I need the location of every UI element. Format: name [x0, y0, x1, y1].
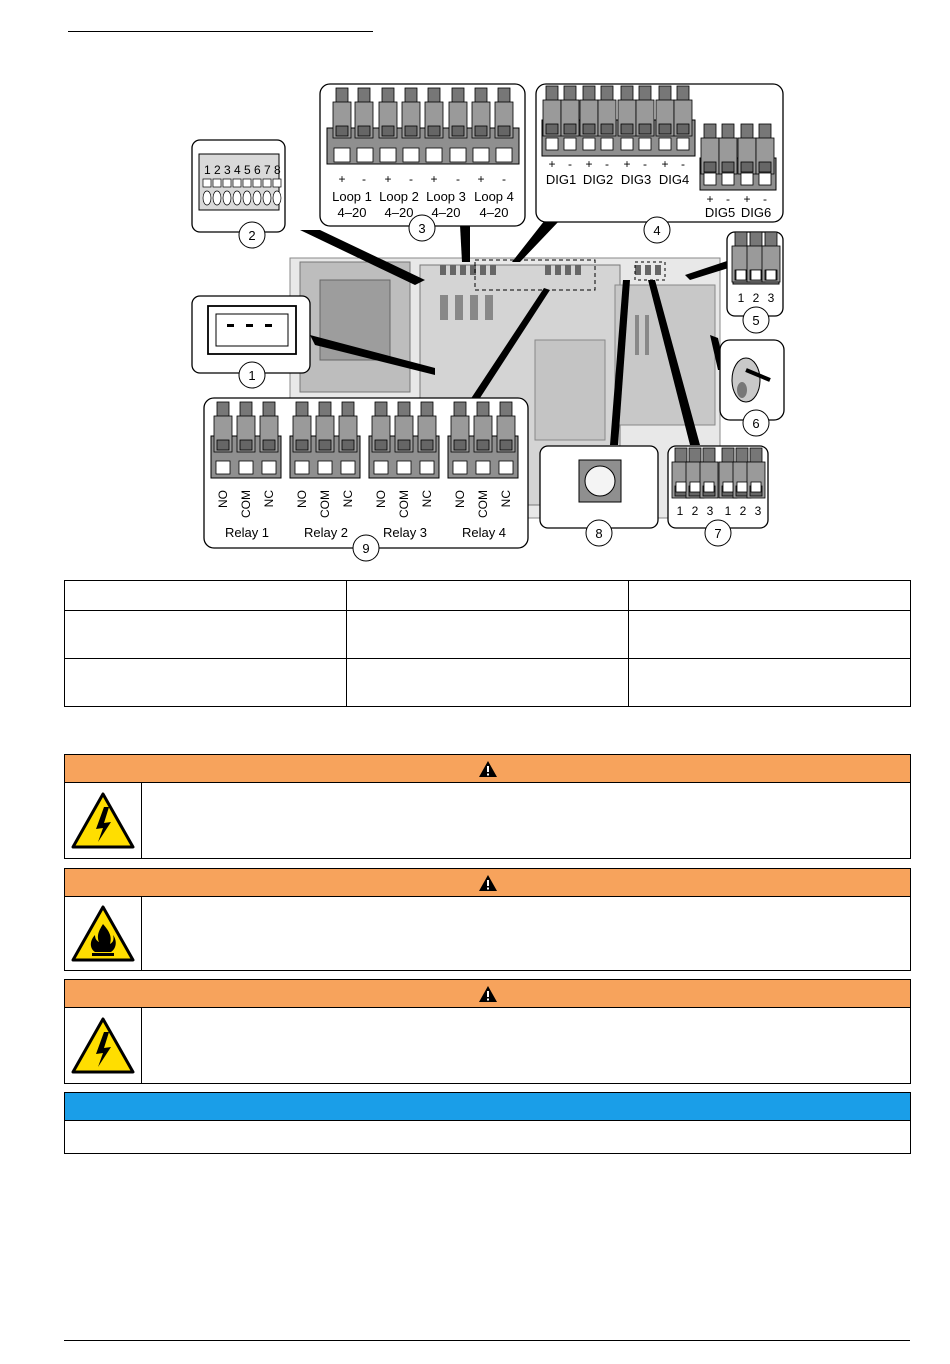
warning-triangle-icon [478, 874, 498, 892]
power-connector-box [192, 296, 310, 373]
svg-text:3: 3 [418, 221, 426, 236]
polarity-label: - [763, 192, 767, 206]
relay-contact: NC [420, 490, 434, 508]
polarity-label: + [743, 192, 751, 206]
dig-name: DIG1 [545, 172, 577, 187]
three-pin-connector-box [727, 232, 783, 316]
relay-contact: COM [476, 490, 490, 518]
table-cell [347, 611, 629, 659]
table-cell [629, 659, 911, 707]
callout-1 [239, 362, 265, 388]
callout-4 [644, 217, 670, 243]
relay-name: Relay 2 [303, 525, 349, 540]
polarity-label: - [643, 157, 647, 171]
loop-name: Loop 3 [426, 189, 466, 204]
relay-contact: COM [397, 490, 411, 518]
relay-contact: NO [374, 490, 388, 508]
relay-contact: NC [262, 490, 276, 508]
footer-rule [64, 1340, 910, 1341]
warning-header [65, 980, 910, 1008]
table-cell [347, 659, 629, 707]
loop-name: Loop 1 [332, 189, 372, 204]
dip-number: 1 [204, 163, 211, 177]
dip-number: 2 [214, 163, 221, 177]
loop-connector-box [320, 84, 525, 226]
polarity-label: - [681, 157, 685, 171]
notice-text [142, 783, 910, 858]
table-cell [65, 659, 347, 707]
ground-switch-box [720, 340, 784, 420]
relay-contact: NO [453, 490, 467, 508]
table-row [65, 611, 911, 659]
dip-switch-box [192, 140, 285, 232]
dig-name: DIG3 [620, 172, 652, 187]
callout-2 [239, 222, 265, 248]
polarity-label: + [477, 172, 485, 186]
relay-contact: COM [318, 490, 332, 518]
loop-range: 4–20 [479, 205, 509, 220]
warning-notice-fire [64, 868, 911, 971]
dip-number: 8 [274, 163, 281, 177]
warning-notice-electrical [64, 754, 911, 859]
callout-7 [705, 520, 731, 546]
notice-text [142, 897, 910, 970]
callout-8 [586, 520, 612, 546]
notice-text [65, 1121, 910, 1153]
notice-header [65, 1093, 910, 1121]
reset-button-box [540, 446, 658, 528]
loop-range: 4–20 [337, 205, 367, 220]
relay-name: Relay 1 [224, 525, 270, 540]
svg-text:6: 6 [752, 416, 760, 431]
dip-number: 3 [224, 163, 231, 177]
relay-connector-box [204, 398, 528, 548]
table-cell [347, 581, 629, 611]
svg-text:9: 9 [362, 541, 370, 556]
digital-connector-box [536, 84, 783, 222]
terminal-number: 3 [706, 504, 714, 518]
terminal-number: 1 [724, 504, 732, 518]
header-rule [68, 31, 373, 32]
svg-text:4: 4 [653, 223, 661, 238]
fire-hazard-icon [65, 897, 142, 970]
dual-three-pin-connector-box [668, 446, 768, 528]
polarity-label: - [605, 157, 609, 171]
table-cell [65, 611, 347, 659]
relay-contact: COM [239, 490, 253, 518]
polarity-label: - [409, 172, 413, 186]
warning-notice-electrical-2 [64, 979, 911, 1084]
polarity-label: - [362, 172, 366, 186]
callout-9 [353, 535, 379, 561]
dig-name: DIG5 [704, 205, 736, 220]
electrical-hazard-icon [65, 783, 142, 858]
dip-number: 4 [234, 163, 241, 177]
loop-range: 4–20 [431, 205, 461, 220]
dip-number: 5 [244, 163, 251, 177]
dip-number: 6 [254, 163, 261, 177]
terminal-number: 3 [754, 504, 762, 518]
polarity-label: + [430, 172, 438, 186]
polarity-label: + [661, 157, 669, 171]
polarity-label: - [502, 172, 506, 186]
table-cell [629, 611, 911, 659]
relay-contact: NC [499, 490, 513, 508]
terminal-number: 1 [737, 291, 745, 305]
loop-name: Loop 2 [379, 189, 419, 204]
warning-triangle-icon [478, 760, 498, 778]
table-cell [65, 581, 347, 611]
terminal-number: 2 [739, 504, 747, 518]
polarity-label: - [568, 157, 572, 171]
relay-contact: NC [341, 490, 355, 508]
relay-name: Relay 3 [382, 525, 428, 540]
terminal-number: 2 [752, 291, 760, 305]
relay-contact: NO [295, 490, 309, 508]
electrical-hazard-icon [65, 1008, 142, 1083]
callout-3 [409, 215, 435, 241]
polarity-label: + [548, 157, 556, 171]
polarity-label: + [706, 192, 714, 206]
terminal-number: 2 [691, 504, 699, 518]
polarity-label: - [726, 192, 730, 206]
svg-text:5: 5 [752, 313, 760, 328]
dip-number: 7 [264, 163, 271, 177]
warning-header [65, 755, 910, 783]
svg-text:7: 7 [714, 526, 722, 541]
polarity-label: + [384, 172, 392, 186]
warning-header [65, 869, 910, 897]
legend-table [64, 580, 911, 707]
terminal-number: 1 [676, 504, 684, 518]
dig-name: DIG4 [658, 172, 690, 187]
polarity-label: + [338, 172, 346, 186]
callout-6 [743, 410, 769, 436]
svg-text:8: 8 [595, 526, 603, 541]
table-row [65, 581, 911, 611]
callout-5 [743, 307, 769, 333]
table-row [65, 659, 911, 707]
notice-text [142, 1008, 910, 1083]
polarity-label: + [623, 157, 631, 171]
dig-name: DIG2 [582, 172, 614, 187]
loop-name: Loop 4 [474, 189, 514, 204]
svg-text:1: 1 [248, 368, 256, 383]
loop-range: 4–20 [384, 205, 414, 220]
polarity-label: - [456, 172, 460, 186]
dig-name: DIG6 [740, 205, 772, 220]
svg-text:2: 2 [248, 228, 256, 243]
polarity-label: + [585, 157, 593, 171]
table-cell [629, 581, 911, 611]
connector-figure [190, 80, 790, 580]
relay-name: Relay 4 [461, 525, 507, 540]
relay-contact: NO [216, 490, 230, 508]
warning-triangle-icon [478, 985, 498, 1003]
information-notice [64, 1092, 911, 1154]
terminal-number: 3 [767, 291, 775, 305]
